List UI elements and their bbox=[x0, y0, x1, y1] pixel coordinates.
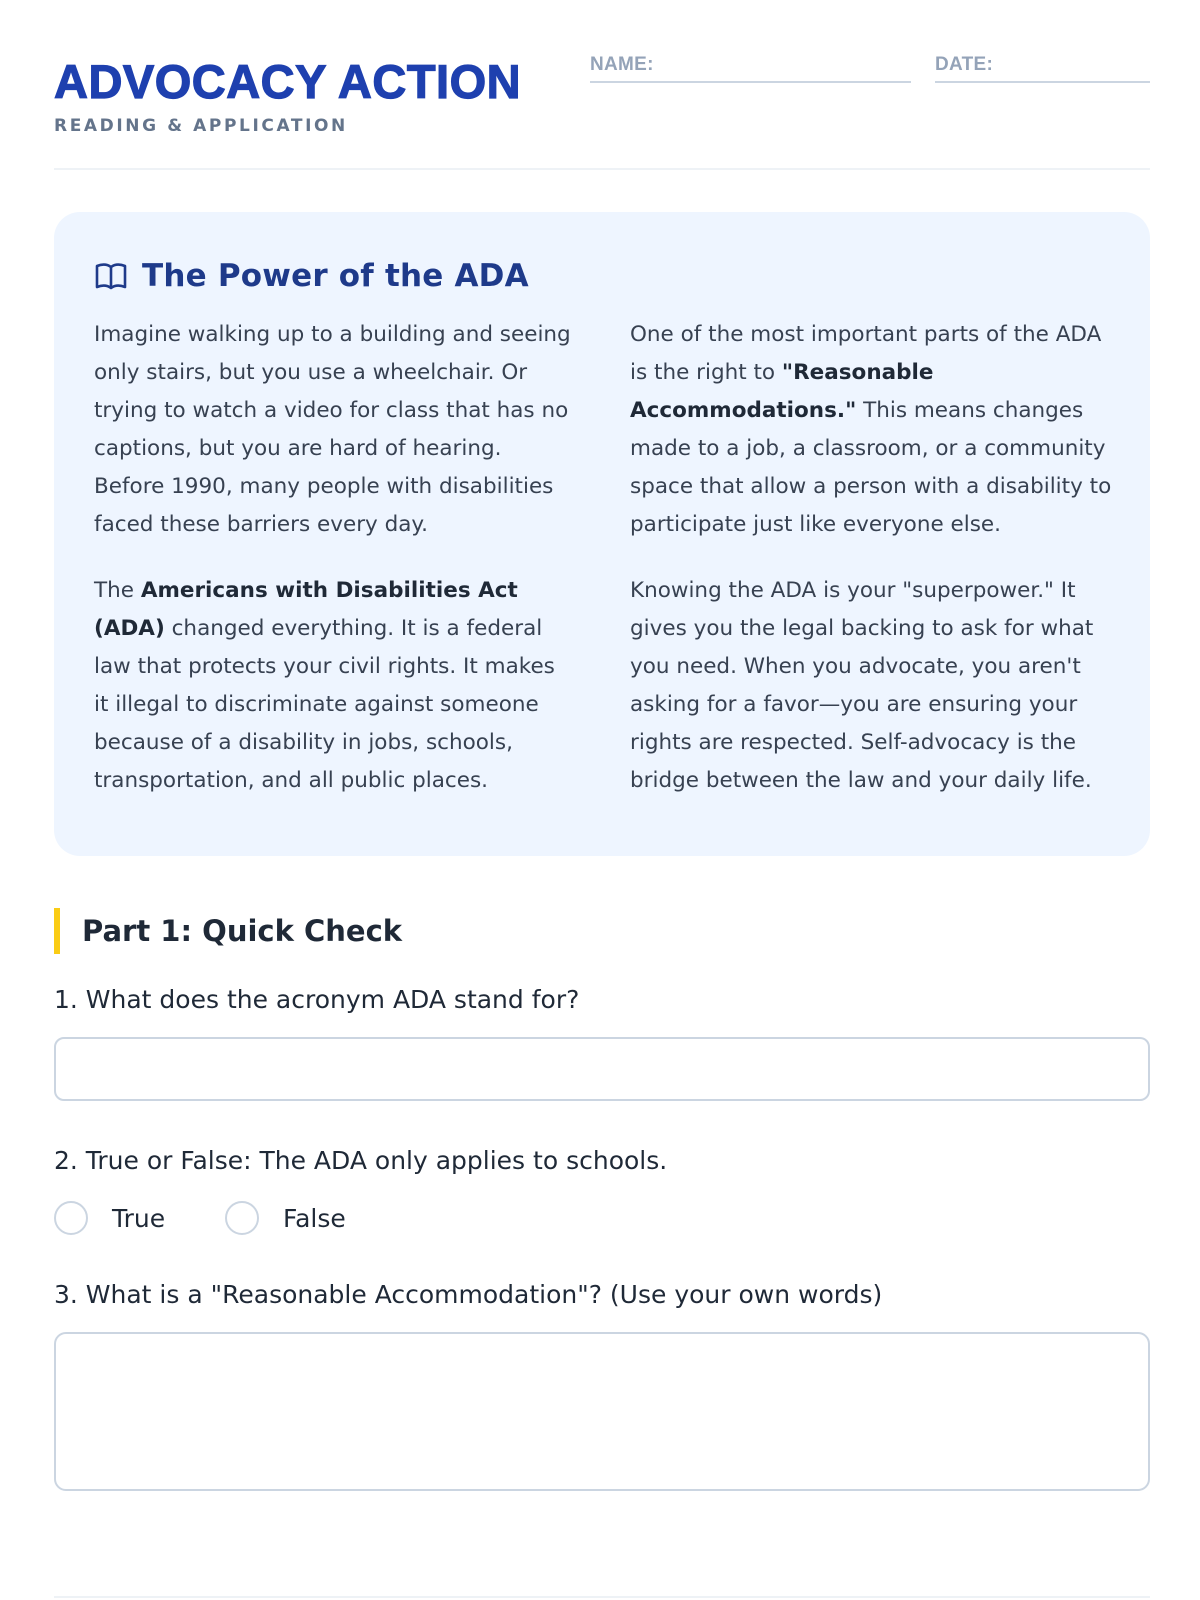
question-3: 3. What is a "Reasonable Accommodation"? (Use your own words) bbox=[54, 1280, 883, 1309]
reading-paragraph-2: The Americans with Disabilities Act (ADA) changed everything. It is a federal law that protects your civil rights. It makes it illegal to discriminate against someone because of a disability in jobs, schools, transportation, and all public places. bbox=[94, 578, 555, 793]
accommodations-term: "Reasonable Accommodations." bbox=[630, 360, 934, 423]
radio-true-label: True bbox=[112, 1203, 166, 1233]
reading-paragraph-1: Imagine walking up to a building and seeing only stairs, but you use a wheelchair. Or trying to watch a video for class that has no captions, but you are hard of hearing. Before 1990, many people with disabilities faced these barriers every day. bbox=[94, 322, 571, 537]
reading-heading bbox=[94, 254, 529, 298]
radio-true-circle[interactable] bbox=[54, 1201, 88, 1235]
radio-option-true[interactable] bbox=[54, 1198, 165, 1238]
reading-card bbox=[54, 212, 1150, 856]
name-label: NAME: bbox=[590, 54, 654, 75]
ada-term: Americans with Disabilities Act (ADA) bbox=[94, 578, 518, 641]
question-2: 2. True or False: The ADA only applies to schools. bbox=[54, 1146, 668, 1175]
reading-column-left bbox=[94, 316, 576, 828]
question-1-answer-input[interactable] bbox=[54, 1037, 1150, 1101]
date-field[interactable] bbox=[935, 50, 1150, 83]
reading-column-right bbox=[630, 316, 1114, 828]
name-field[interactable] bbox=[590, 50, 911, 83]
book-open-icon bbox=[94, 261, 128, 291]
footer-divider bbox=[54, 1596, 1150, 1598]
worksheet-subtitle: READING & APPLICATION bbox=[54, 116, 348, 136]
reading-paragraph-4: Knowing the ADA is your "superpower." It gives you the legal backing to ask for what you need. When you advocate, you aren't asking for a favor—you are ensuring your rights are respected. Self-advocacy is the bridge between the law and your daily life. bbox=[630, 578, 1094, 793]
question-3-answer-textarea[interactable] bbox=[54, 1332, 1150, 1491]
date-label: DATE: bbox=[935, 54, 994, 75]
radio-option-false[interactable] bbox=[225, 1198, 346, 1238]
reading-paragraph-3: One of the most important parts of the ADA is the right to "Reasonable Accommodations." This means changes made to a job, a classroom, or a community space that allow a person with a disability to participate just like everyone else. bbox=[630, 322, 1112, 537]
question-1: 1. What does the acronym ADA stand for? bbox=[54, 985, 580, 1014]
worksheet-title: ADVOCACY ACTION bbox=[54, 55, 522, 108]
radio-false-label: False bbox=[283, 1203, 346, 1233]
worksheet-header bbox=[54, 50, 1150, 170]
header-divider bbox=[54, 168, 1150, 170]
reading-title: The Power of the ADA bbox=[142, 258, 529, 294]
radio-false-circle[interactable] bbox=[225, 1201, 259, 1235]
part1-heading: Part 1: Quick Check bbox=[54, 908, 402, 954]
